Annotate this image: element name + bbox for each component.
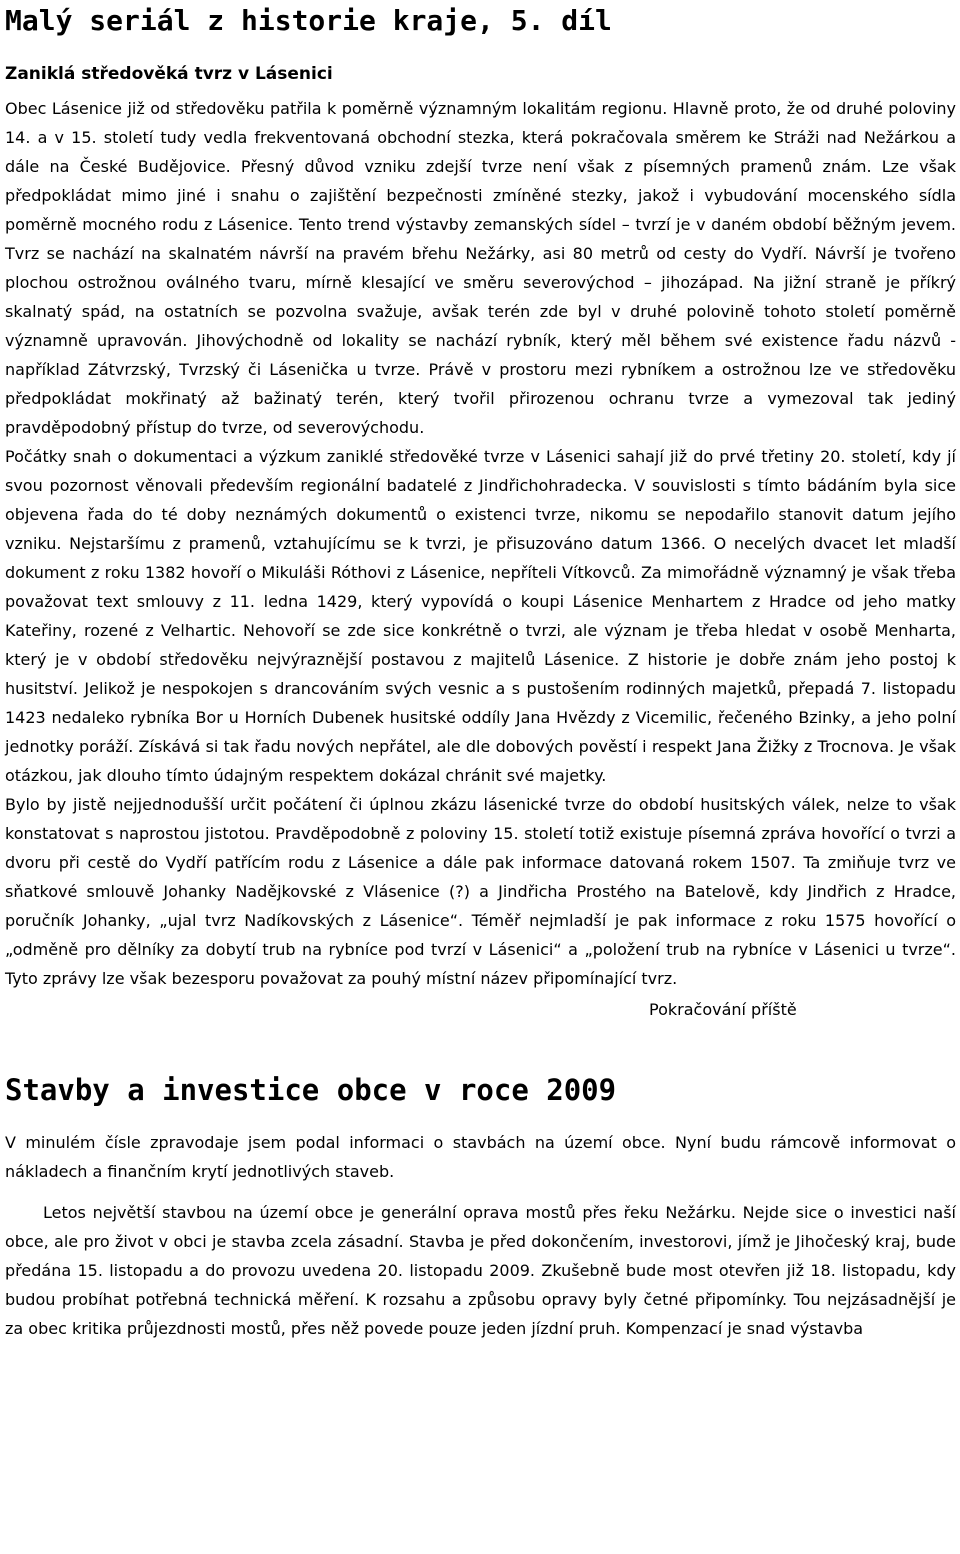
article-paragraph: Obec Lásenice již od středověku patřila k poměrně významným lokalitám regionu. Hlavně proto, že od druhé poloviny 14. a v 15. století tudy vedla frekventovaná obchodní stezka, která pokračovala směrem ke Stráži nad Nežárkou a dále na České Budějovice. Přesný důvod vzniku zdejší tvrze není však z písemných pramenů znám. Lze však předpokládat mimo jiné i snahu o zajištění bezpečnosti zmíněné stezky, jakož i vybudování mocenského sídla poměrně mocného rodu z Lásenice. Tento trend výstavby zemanských sídel – tvrzí je v daném období běžným jevem. Tvrz se nachází na skalnatém návrší na pravém břehu Nežárky, asi 80 metrů od cesty do Vydří. Návrší je tvořeno plochou ostrožnou oválného tvaru, mírně klesající ve směru severovýchod – jihozápad. Na jižní straně je příkrý skalnatý spád, na ostatních se pozvolna svažuje, avšak terén zde byl v druhé polovině tohoto století poměrně významně upravován. Jihovýchodně od lokality se nachází rybník, který měl během své existence řadu názvů - například Zátvrzský, Tvrzský či Lásenička u tvrze. Právě v prostoru mezi rybníkem a ostrožnou lze ve středověku předpokládat mokřinatý až bažinatý terén, který tvořil přirozenou ochranu tvrze a vymezoval tak jediný pravděpodobný přístup do tvrze, od severovýchodu. — [5, 99, 956, 437]
article-paragraph: Počátky snah o dokumentaci a výzkum zaniklé středověké tvrze v Lásenici sahají již do prvé třetiny 20. století, kdy jí svou pozornost věnovali především regionální badatelé z Jindřichohradecka. V souvislosti s tímto bádáním byla sice objevena řada do té doby neznámých dokumentů o existenci tvrze, nikomu se nepodařilo stanovit datum jejího vzniku. Nejstaršímu z pramenů, vztahujícímu se k tvrzi, je přisuzováno datum 1366. O necelých dvacet let mladší dokument z roku 1382 hovoří o Mikuláši Róthovi z Lásenice, nepříteli Vítkovců. Za mimořádně významný je však třeba považovat text smlouvy z 11. ledna 1429, který vypovídá o koupi Lásenice Menhartem z Hradce od jeho matky Kateřiny, rozené z Velhartic. Nehovoří se zde sice konkrétně o tvrzi, ale význam je třeba hledat v osobě Menharta, který je v období středověku nejvýraznější postavou z majitelů Lásenice. Z historie je dobře znám jeho postoj k husitství. Jelikož je nespokojen s drancováním svých vesnic a s pustošením rodinných majetků, přepadá 7. listopadu 1423 nedaleko rybníka Bor u Horních Dubenek husitské oddíly Jana Hvězdy z Vicemilic, řečeného Bzinky, a jeho polní jednotky poráží. Získává si tak řadu nových nepřátel, ale dle dobových pověstí i respekt Jana Žižky z Trocnova. Je však otázkou, jak dlouho tímto údajným respektem dokázal chránit své majetky. — [5, 447, 956, 785]
article-subtitle: Zaniklá středověká tvrz v Lásenici — [5, 64, 333, 84]
section-paragraph: V minulém čísle zpravodaje jsem podal informaci o stavbách na území obce. Nyní budu rámcově informovat o nákladech a finančním krytí jednotlivých staveb. — [5, 1133, 956, 1181]
section-title: Stavby a investice obce v roce 2009 — [5, 1073, 617, 1107]
article-paragraph: Bylo by jistě nejjednodušší určit počátení či úplnou zkázu lásenické tvrze do období husitských válek, nelze to však konstatovat s naprostou jistotou. Pravděpodobně z poloviny 15. století totiž existuje písemná zpráva hovořící o tvrzi a dvoru při cestě do Vydří patřícím rodu z Lásenice a dále pak informace datovaná rokem 1507. Ta zmiňuje tvrz ve sňatkové smlouvě Johanky Nadějkovské z Vlásenice (?) a Jindřicha Prostého na Batelově, kdy Jindřich z Hradce, poručník Johanky, „ujal tvrz Nadíkovských z Lásenice“. Téměř nejmladší je pak informace z roku 1575 hovořící o „odměně pro dělníky za dobytí trub na rybníce pod tvrzí v Lásenici“ a „položení trub na rybníce v Lásenici u tvrze“. Tyto zprávy lze však bezesporu považovat za pouhý místní název připomínající tvrz. — [5, 795, 956, 988]
investments-section — [5, 1070, 956, 1343]
article — [5, 62, 956, 1024]
section-paragraph: Letos největší stavbou na území obce je generální oprava mostů přes řeku Nežárku. Nejde sice o investici naší obce, ale pro život v obci je stavba zcela zásadní. Stavba je před dokončením, investorovi, jímž je Jihočeský kraj, bude předána 15. listopadu a do provozu uvedena 20. listopadu 2009. Zkušebně bude most otevřen již 18. listopadu, kdy budou probíhat potřebná technická měření. K rozsahu a způsobu opravy byly četné připomínky. Tou nejzásadnější je za obec kritika průjezdnosti mostů, přes něž povede pouze jeden jízdní pruh. Kompenzací je snad výstavba — [5, 1203, 956, 1338]
series-title: Malý seriál z historie kraje, 5. díl — [5, 4, 612, 37]
continuation-note: Pokračování příště — [649, 1000, 797, 1019]
